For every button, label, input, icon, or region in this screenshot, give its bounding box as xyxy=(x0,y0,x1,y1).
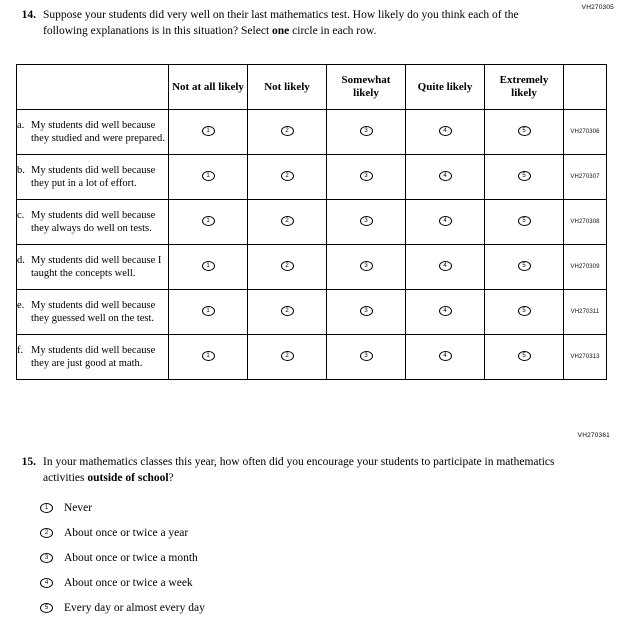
question-14 xyxy=(12,8,557,39)
radio-bubble-icon[interactable] xyxy=(360,171,373,181)
bubble-digit: 3 xyxy=(364,128,368,134)
bubble-digit: 5 xyxy=(522,353,526,359)
matrix-row-3-text: My students did well because I taught the concepts well. xyxy=(31,254,162,279)
radio-bubble-icon[interactable] xyxy=(281,306,294,316)
matrix-row-5-code: VH270313 xyxy=(564,335,607,380)
bubble-digit: 3 xyxy=(364,353,368,359)
bubble-digit: 4 xyxy=(443,263,447,269)
bubble-digit: 4 xyxy=(443,218,447,224)
bubble-digit: 5 xyxy=(522,128,526,134)
matrix-row-4-option-0[interactable] xyxy=(169,290,248,335)
question-15-text xyxy=(43,455,557,486)
matrix-row-3-stem xyxy=(17,245,169,290)
radio-bubble-icon[interactable] xyxy=(439,216,452,226)
matrix-row-5-option-3[interactable] xyxy=(406,335,485,380)
bubble-digit: 5 xyxy=(522,263,526,269)
bubble-digit: 1 xyxy=(206,128,210,134)
option-label-3: About once or twice a week xyxy=(64,576,193,589)
radio-bubble-icon[interactable] xyxy=(360,261,373,271)
matrix-row-1-option-1[interactable] xyxy=(248,155,327,200)
radio-bubble-icon[interactable] xyxy=(518,216,531,226)
matrix-row-0-option-2[interactable] xyxy=(327,110,406,155)
matrix-row-3-option-4[interactable] xyxy=(485,245,564,290)
matrix-row-2-option-4[interactable] xyxy=(485,200,564,245)
matrix-row-4-option-2[interactable] xyxy=(327,290,406,335)
bubble-digit: 2 xyxy=(285,218,289,224)
radio-bubble-icon[interactable] xyxy=(281,261,294,271)
bubble-digit: 5 xyxy=(522,218,526,224)
radio-bubble-icon[interactable] xyxy=(202,261,215,271)
radio-bubble-icon[interactable] xyxy=(439,261,452,271)
table-row xyxy=(17,110,607,155)
question-15-text-part1: In your mathematics classes this year, how often did you encourage your students to participate in mathematics activities xyxy=(43,456,555,484)
bubble-digit: 2 xyxy=(285,173,289,179)
matrix-row-1-option-3[interactable] xyxy=(406,155,485,200)
question-14-text-part1: Suppose your students did very well on their last mathematics test. How likely do you think each of the following explanations is in this situation? Select xyxy=(43,9,519,37)
question-15-number: 15. xyxy=(21,456,36,468)
radio-bubble-icon[interactable] xyxy=(360,216,373,226)
question-15-code: VH270361 xyxy=(577,432,610,439)
matrix-row-5-option-4[interactable] xyxy=(485,335,564,380)
radio-bubble-icon[interactable] xyxy=(360,126,373,136)
matrix-row-1-option-4[interactable] xyxy=(485,155,564,200)
page-corner-code: VH270305 xyxy=(581,4,614,11)
matrix-row-0-option-3[interactable] xyxy=(406,110,485,155)
matrix-row-1-stem xyxy=(17,155,169,200)
matrix-row-1-option-0[interactable] xyxy=(169,155,248,200)
matrix-row-3-option-3[interactable] xyxy=(406,245,485,290)
matrix-row-0-option-1[interactable] xyxy=(248,110,327,155)
question-14-matrix xyxy=(16,64,607,380)
radio-bubble-icon[interactable] xyxy=(40,528,53,538)
matrix-row-0-option-0[interactable] xyxy=(169,110,248,155)
matrix-row-4-letter: e. xyxy=(17,299,25,311)
option-label-0: Never xyxy=(64,501,93,514)
matrix-row-2-code: VH270308 xyxy=(564,200,607,245)
bubble-digit: 2 xyxy=(285,308,289,314)
radio-bubble-icon[interactable] xyxy=(518,126,531,136)
radio-bubble-icon[interactable] xyxy=(40,503,53,513)
radio-bubble-icon[interactable] xyxy=(202,171,215,181)
bubble-digit: 1 xyxy=(206,308,210,314)
matrix-row-0-text: My students did well because they studied and were prepared. xyxy=(31,119,165,144)
matrix-row-3-option-1[interactable] xyxy=(248,245,327,290)
question-15-text-part2: ? xyxy=(168,471,174,484)
matrix-row-3-option-0[interactable] xyxy=(169,245,248,290)
matrix-row-4-option-3[interactable] xyxy=(406,290,485,335)
radio-bubble-icon[interactable] xyxy=(202,351,215,361)
bubble-digit: 5 xyxy=(522,308,526,314)
matrix-row-2-stem xyxy=(17,200,169,245)
matrix-row-3-code: VH270309 xyxy=(564,245,607,290)
radio-bubble-icon[interactable] xyxy=(439,351,452,361)
matrix-header-col-2: Somewhat likely xyxy=(327,65,406,110)
matrix-row-5-option-0[interactable] xyxy=(169,335,248,380)
radio-bubble-icon[interactable] xyxy=(202,306,215,316)
option-row-once-twice-month[interactable] xyxy=(40,545,205,570)
matrix-row-3-option-2[interactable] xyxy=(327,245,406,290)
matrix-row-2-text: My students did well because they always do well on tests. xyxy=(31,209,156,234)
matrix-row-5-option-2[interactable] xyxy=(327,335,406,380)
matrix-row-4-text: My students did well because they guessed well on the test. xyxy=(31,299,156,324)
matrix-row-5-option-1[interactable] xyxy=(248,335,327,380)
bubble-digit: 3 xyxy=(364,218,368,224)
bubble-digit: 3 xyxy=(44,554,49,561)
question-14-text-emphasis: one xyxy=(272,24,290,37)
radio-bubble-icon[interactable] xyxy=(439,306,452,316)
bubble-digit: 5 xyxy=(522,173,526,179)
radio-bubble-icon[interactable] xyxy=(518,261,531,271)
option-row-never[interactable] xyxy=(40,495,205,520)
bubble-digit: 3 xyxy=(364,173,368,179)
question-14-text xyxy=(43,8,557,39)
bubble-digit: 1 xyxy=(206,218,210,224)
option-row-once-twice-week[interactable] xyxy=(40,570,205,595)
option-label-1: About once or twice a year xyxy=(64,526,189,539)
matrix-row-2-option-2[interactable] xyxy=(327,200,406,245)
matrix-header-col-4: Extremely likely xyxy=(485,65,564,110)
matrix-row-2-option-3[interactable] xyxy=(406,200,485,245)
bubble-digit: 4 xyxy=(443,308,447,314)
matrix-header-col-3: Quite likely xyxy=(406,65,485,110)
matrix-row-4-option-1[interactable] xyxy=(248,290,327,335)
option-row-every-day[interactable] xyxy=(40,595,205,620)
matrix-row-1-code: VH270307 xyxy=(564,155,607,200)
radio-bubble-icon[interactable] xyxy=(202,126,215,136)
radio-bubble-icon[interactable] xyxy=(360,306,373,316)
matrix-row-5-stem xyxy=(17,335,169,380)
matrix-row-0-option-4[interactable] xyxy=(485,110,564,155)
matrix-row-0-stem xyxy=(17,110,169,155)
matrix-header-code xyxy=(564,65,607,110)
radio-bubble-icon[interactable] xyxy=(439,126,452,136)
radio-bubble-icon[interactable] xyxy=(281,216,294,226)
bubble-digit: 4 xyxy=(44,579,49,586)
matrix-row-1-letter: b. xyxy=(17,164,25,176)
radio-bubble-icon[interactable] xyxy=(202,216,215,226)
bubble-digit: 4 xyxy=(443,173,447,179)
option-row-once-twice-year[interactable] xyxy=(40,520,205,545)
bubble-digit: 1 xyxy=(206,353,210,359)
table-row xyxy=(17,290,607,335)
radio-bubble-icon[interactable] xyxy=(439,171,452,181)
radio-bubble-icon[interactable] xyxy=(360,351,373,361)
option-label-2: About once or twice a month xyxy=(64,551,198,564)
bubble-digit: 2 xyxy=(285,353,289,359)
matrix-row-1-option-2[interactable] xyxy=(327,155,406,200)
bubble-digit: 1 xyxy=(206,263,210,269)
bubble-digit: 5 xyxy=(44,604,49,611)
matrix-header-row xyxy=(17,65,607,110)
radio-bubble-icon[interactable] xyxy=(518,171,531,181)
radio-bubble-icon[interactable] xyxy=(40,553,53,563)
question-14-number: 14. xyxy=(21,9,36,21)
bubble-digit: 2 xyxy=(285,128,289,134)
option-label-4: Every day or almost every day xyxy=(64,601,205,614)
question-15-options xyxy=(40,495,205,620)
bubble-digit: 1 xyxy=(206,173,210,179)
bubble-digit: 2 xyxy=(44,529,49,536)
table-row xyxy=(17,200,607,245)
matrix-row-0-code: VH270306 xyxy=(564,110,607,155)
bubble-digit: 4 xyxy=(443,128,447,134)
question-15 xyxy=(12,455,557,486)
matrix-row-4-option-4[interactable] xyxy=(485,290,564,335)
radio-bubble-icon[interactable] xyxy=(281,126,294,136)
table-row xyxy=(17,155,607,200)
matrix-row-5-text: My students did well because they are just good at math. xyxy=(31,344,156,369)
matrix-header-col-1: Not likely xyxy=(248,65,327,110)
bubble-digit: 1 xyxy=(44,504,49,511)
matrix-row-2-letter: c. xyxy=(17,209,25,221)
matrix-row-2-option-1[interactable] xyxy=(248,200,327,245)
table-row xyxy=(17,335,607,380)
radio-bubble-icon[interactable] xyxy=(281,351,294,361)
radio-bubble-icon[interactable] xyxy=(518,306,531,316)
matrix-row-4-code: VH270311 xyxy=(564,290,607,335)
question-15-text-emphasis: outside of school xyxy=(87,471,169,484)
matrix-header-blank xyxy=(17,65,169,110)
matrix-row-4-stem xyxy=(17,290,169,335)
bubble-digit: 4 xyxy=(443,353,447,359)
bubble-digit: 3 xyxy=(364,308,368,314)
question-14-text-part2: circle in each row. xyxy=(289,24,377,37)
matrix-row-2-option-0[interactable] xyxy=(169,200,248,245)
radio-bubble-icon[interactable] xyxy=(518,351,531,361)
radio-bubble-icon[interactable] xyxy=(281,171,294,181)
bubble-digit: 2 xyxy=(285,263,289,269)
matrix-header-col-0: Not at all likely xyxy=(169,65,248,110)
radio-bubble-icon[interactable] xyxy=(40,578,53,588)
table-row xyxy=(17,245,607,290)
matrix-row-0-letter: a. xyxy=(17,119,25,131)
bubble-digit: 3 xyxy=(364,263,368,269)
matrix-row-5-letter: f. xyxy=(17,344,24,356)
matrix-row-3-letter: d. xyxy=(17,254,25,266)
radio-bubble-icon[interactable] xyxy=(40,603,53,613)
matrix-row-1-text: My students did well because they put in a lot of effort. xyxy=(31,164,156,189)
